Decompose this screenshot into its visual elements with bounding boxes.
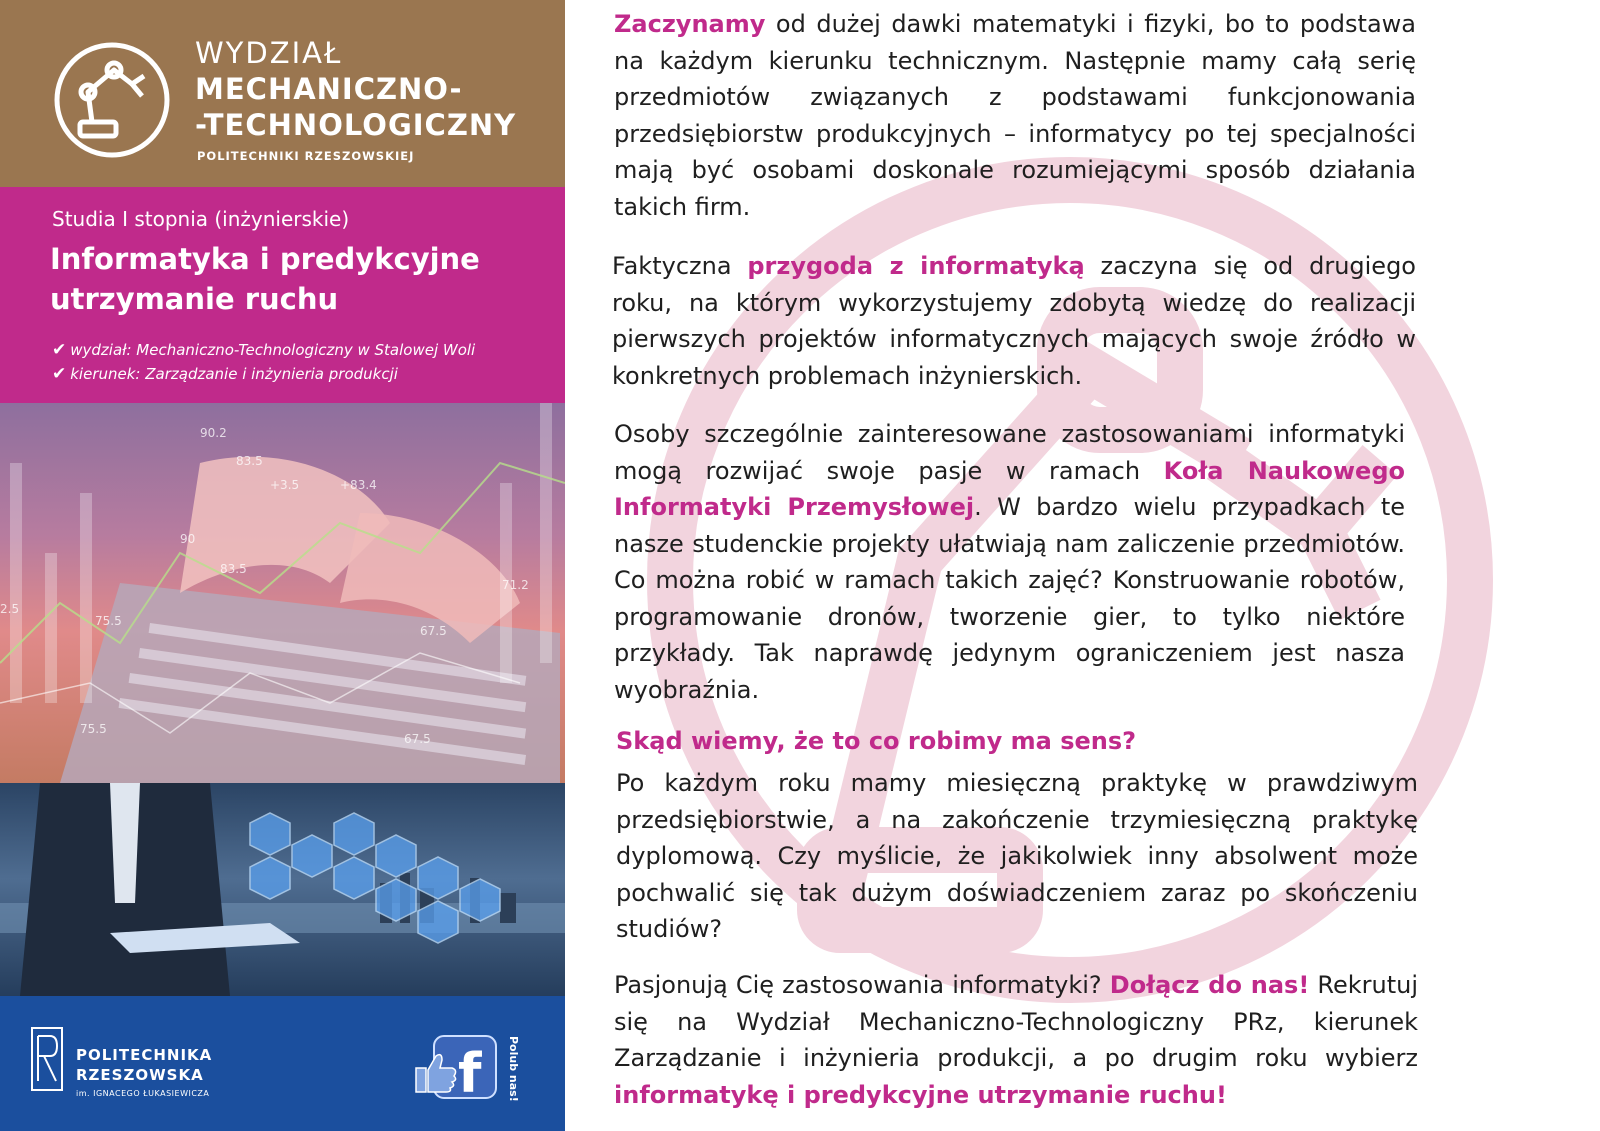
section-heading-sense: Skąd wiemy, że to co robimy ma sens?: [616, 727, 1137, 755]
chart-number: 67.5: [420, 624, 447, 638]
faculty-name-line3: -TECHNOLOGICZNY: [195, 108, 517, 142]
chart-number: 75.5: [95, 614, 122, 628]
paragraph-intro-text: od dużej dawki matematyki i fizyki, bo to podstawa na każdym kierunku technicznym. Następnie mamy całą serię przedmiotów związanych z podstawami funkcjonowania przedsiębiorstw produkcyjnych – informatycy po tej specjalności mają być osobami doskonale rozumiejącymi sposób działania takich firm.: [614, 10, 1416, 221]
paragraph-adventure-text-b: zaczyna się od drugiego roku, na którym wykorzystujemy zdobytą wiedzę do realizacji pierwszych projektów informatycznych mających swoje źródło w konkretnych problemach inżynierskich.: [612, 252, 1416, 390]
chart-number: +3.5: [270, 478, 300, 492]
university-name-line1: POLITECHNIKA: [76, 1046, 213, 1064]
chart-number: 67.5: [404, 732, 431, 746]
paragraph-intro: [614, 6, 1416, 225]
chart-number: 2.5: [0, 602, 20, 616]
field-check-item: [52, 364, 398, 384]
paragraph-science-club-text-b: . W bardzo wielu przypadkach te nasze studenckie projekty ułatwiają nam zaliczenie przedmiotów. Co można robić w ramach takich zajęć? Konstruowanie robotów, programowanie dronów, tworzenie gier, to tylko niektóre przykłady. Tak naprawdę jedynym ograniczeniem jest nasza wyobraźnia.: [614, 493, 1405, 704]
university-footer: [0, 996, 565, 1131]
university-name: POLITECHNIKI RZESZOWSKIEJ: [197, 149, 415, 163]
faculty-name-line1: WYDZIAŁ: [195, 36, 343, 70]
chart-number: 83.5: [236, 454, 263, 468]
like-us-label: Polub nas!: [507, 1036, 520, 1102]
check-icon: ✔: [52, 340, 67, 360]
chart-number: +83.4: [340, 478, 377, 492]
highlight-adventure: przygoda z informatyką: [747, 252, 1085, 280]
tablet-photo: [0, 783, 565, 996]
paragraph-adventure-text-a: Faktyczna: [612, 252, 748, 280]
university-patron: im. IGNACEGO ŁUKASIEWICZA: [76, 1089, 210, 1098]
facebook-like-icon[interactable]: [412, 1030, 502, 1100]
faculty-name-line2: MECHANICZNO-: [195, 72, 463, 106]
university-name-line2: RZESZOWSKA: [76, 1066, 204, 1084]
highlight-join-us: Dołącz do nas!: [1109, 971, 1310, 999]
faculty-check-label: wydział: Mechaniczno-Technologiczny w Stalowej Woli: [70, 341, 476, 359]
paragraph-join-text-a: Pasjonują Cię zastosowania informatyki?: [614, 971, 1110, 999]
paragraph-join-text-b: Rekrutuj się na Wydział Mechaniczno-Technologiczny PRz, kierunek Zarządzanie i inżynieria produkcji, a po drugim roku wybierz: [614, 971, 1418, 1072]
faculty-robot-arm-logo-icon: [52, 40, 172, 160]
field-check-label: kierunek: Zarządzanie i inżynieria produkcji: [70, 365, 398, 383]
chart-number: 71.2: [502, 578, 529, 592]
program-block: [0, 187, 565, 403]
program-title: Informatyka i predykcyjne utrzymanie ruchu: [50, 242, 480, 316]
paragraph-join: [614, 967, 1418, 1113]
highlight-program: informatykę i predykcyjne utrzymanie ruchu!: [614, 1080, 1227, 1109]
chart-number: 83.5: [220, 562, 247, 576]
svg-text:f: f: [458, 1042, 482, 1100]
chart-number: 90: [180, 532, 196, 546]
paragraph-science-club: [614, 416, 1405, 708]
faculty-check-item: [52, 340, 475, 360]
left-panel: [0, 0, 565, 1131]
keyboard-photo: [0, 403, 565, 783]
university-logo-icon: [30, 1026, 66, 1096]
highlight-science-club: Koła Naukowego Informatyki Przemysłowej: [614, 456, 1405, 521]
chart-number: 75.5: [80, 722, 107, 736]
faculty-header: [0, 0, 565, 187]
paragraph-adventure: [612, 248, 1416, 394]
check-icon: ✔: [52, 364, 67, 384]
paragraph-science-club-text-a: Osoby szczególnie zainteresowane zastosowaniami informatyki mogą rozwijać swoje pasje w ramach: [614, 420, 1405, 485]
chart-number: 90.2: [200, 426, 227, 440]
paragraph-internship: Po każdym roku mamy miesięczną praktykę w prawdziwym przedsiębiorstwie, a na zakończenie trzymiesięczną praktykę dyplomową. Czy myślicie, że jakikolwiek inny absolwent może pochwalić się tak dużym doświadczeniem zaraz po skończeniu studiów?: [616, 769, 1418, 943]
study-level: Studia I stopnia (inżynierskie): [52, 207, 350, 231]
tablet-photo-illustration: [0, 783, 565, 996]
keyboard-photo-illustration: [0, 403, 565, 783]
highlight-start: Zaczynamy: [614, 10, 766, 38]
